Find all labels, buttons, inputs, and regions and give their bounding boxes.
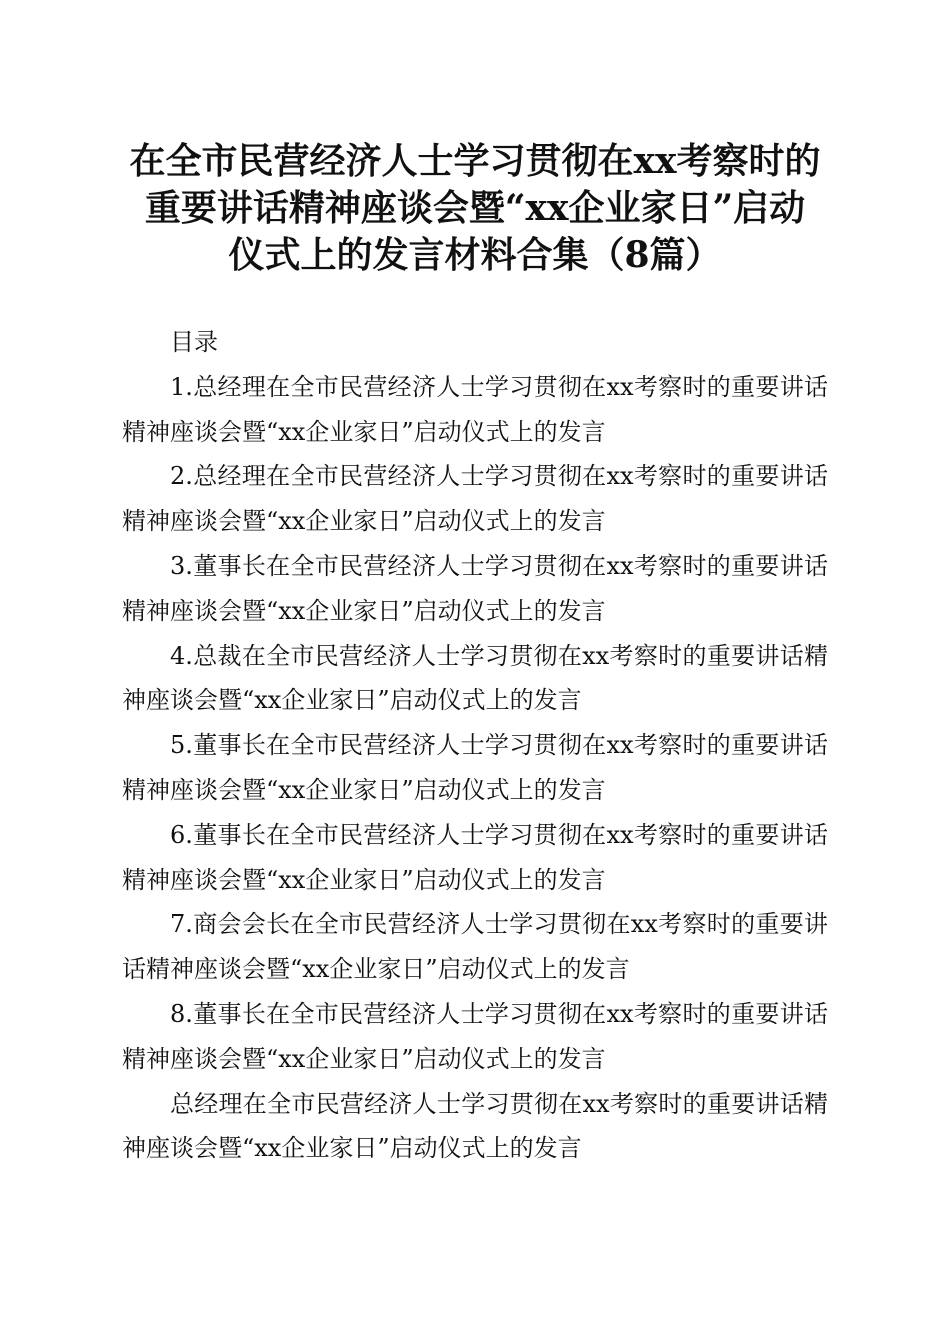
title-line-1: 在全市民营经济人士学习贯彻在xx考察时的 xyxy=(129,140,821,182)
section-title: 总经理在全市民营经济人士学习贯彻在xx考察时的重要讲话精神座谈会暨“xx企业家日”启动仪式上的发言 xyxy=(122,1089,828,1163)
toc-item-8: 8.董事长在全市民营经济人士学习贯彻在xx考察时的重要讲话精神座谈会暨“xx企业家日”启动仪式上的发言 xyxy=(122,999,828,1073)
document-title xyxy=(95,138,855,279)
title-line-2: 重要讲话精神座谈会暨“xx企业家日”启动 xyxy=(144,187,806,229)
toc-heading: 目录 xyxy=(170,328,218,356)
toc-item-5: 5.董事长在全市民营经济人士学习贯彻在xx考察时的重要讲话精神座谈会暨“xx企业家日”启动仪式上的发言 xyxy=(122,731,828,804)
toc-item-3: 3.董事长在全市民营经济人士学习贯彻在xx考察时的重要讲话精神座谈会暨“xx企业家日”启动仪式上的发言 xyxy=(122,551,828,625)
toc-item-4: 4.总裁在全市民营经济人士学习贯彻在xx考察时的重要讲话精神座谈会暨“xx企业家日”启动仪式上的发言 xyxy=(122,641,828,715)
document-body xyxy=(122,320,828,1171)
toc-item-1: 1.总经理在全市民营经济人士学习贯彻在xx考察时的重要讲话精神座谈会暨“xx企业家日”启动仪式上的发言 xyxy=(122,372,828,446)
title-line-3: 仪式上的发言材料合集（8篇） xyxy=(228,234,722,276)
toc-item-2: 2.总经理在全市民营经济人士学习贯彻在xx考察时的重要讲话精神座谈会暨“xx企业家日”启动仪式上的发言 xyxy=(122,462,828,536)
toc-item-6: 6.董事长在全市民营经济人士学习贯彻在xx考察时的重要讲话精神座谈会暨“xx企业家日”启动仪式上的发言 xyxy=(122,820,828,894)
toc-item-7: 7.商会会长在全市民营经济人士学习贯彻在xx考察时的重要讲话精神座谈会暨“xx企业家日”启动仪式上的发言 xyxy=(122,910,828,984)
